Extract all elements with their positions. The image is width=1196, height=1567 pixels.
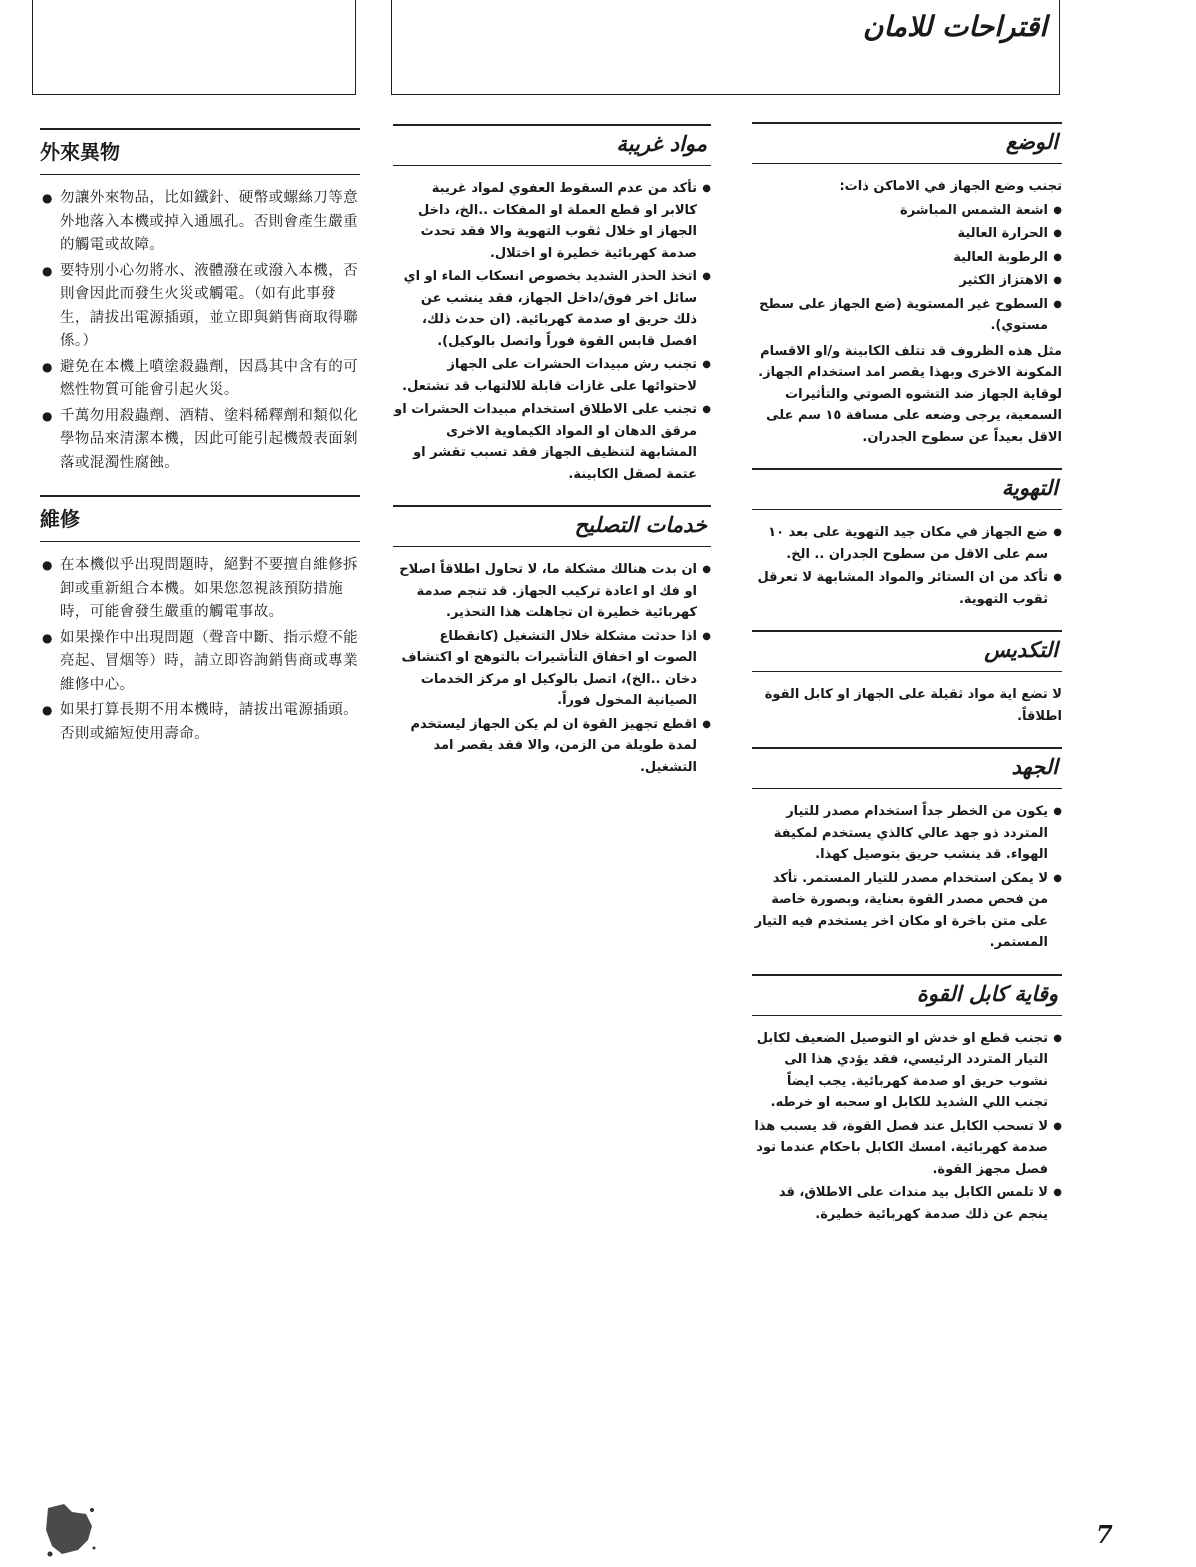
voltage-section: [752, 747, 1062, 954]
cable-heading: وقاية كابل القوة: [916, 981, 1058, 1006]
placement-heading: الوضع: [1005, 130, 1058, 154]
zh-foreign-heading: 外來異物: [40, 140, 120, 164]
header-blank-box: [32, 0, 356, 95]
list-item: ● لا تلمس الكابل بيد مندات على الاطلاق، قد ينجم عن ذلك صدمة كهربائية خطيرة.: [752, 1182, 1062, 1225]
list-item: ● لا يمكن استخدام مصدر للتيار المستمر. تأكد من فحص مصدر القوة بعناية، وبصورة خاصة على متن باخرة او مكان اخر يستخدم فيه التيار المستمر.: [752, 868, 1062, 954]
ventilation-list: [752, 522, 1062, 610]
cable-heading-bar: [752, 974, 1062, 1016]
zh-foreign-heading-bar: [40, 128, 360, 175]
list-item: ● يكون من الخطر جداً استخدام مصدر للتيار المتردد ذو جهد عالي كالذي يستخدم لمكيفة الهواء. قد ينشب حريق بتوصيل كهذا.: [752, 801, 1062, 866]
ar-foreign-section: [393, 124, 711, 485]
list-item: ● 避免在本機上噴塗殺蟲劑，因爲其中含有的可燃性物質可能會引起火災。: [40, 356, 360, 403]
list-item: ● تجنب قطع او خدش او التوصيل الضعيف لكابل التيار المتردد الرئيسي، فقد يؤدي هذا الى نشوب حريق او صدمة كهربائية. يجب ايضاً تجنب اللي الشديد للكابل او سحبه او خرطه.: [752, 1028, 1062, 1114]
ar-repair-list: [393, 559, 711, 778]
ar-repair-heading-bar: [393, 505, 711, 547]
list-item: ● 勿讓外來物品，比如鐵針、硬幣或螺絲刀等意外地落入本機或掉入通風孔。否則會產生嚴重的觸電或故障。: [40, 187, 360, 258]
placement-list: [752, 200, 1062, 337]
ar-foreign-heading-bar: [393, 124, 711, 166]
zh-repair-list: [40, 554, 360, 746]
placement-section: [752, 122, 1062, 448]
placement-intro: تجنب وضع الجهاز في الاماكن ذات:: [839, 179, 1062, 194]
cable-section: [752, 974, 1062, 1226]
list-item: ● اذا حدثت مشكلة خلال التشغيل (كانقطاع الصوت او اخفاق التأشيرات بالتوهج او اكتشاف دخان ..الخ)، اتصل بالوكيل او مركز الخدمات الصيانية المخول فوراً.: [393, 626, 711, 712]
list-item: ● 要特別小心勿將水、液體潑在或潑入本機，否則會因此而發生火災或觸電。（如有此事發生，請拔出電源插頭，並立即與銷售商取得聯係。）: [40, 260, 360, 354]
page-number: 7: [1096, 1520, 1113, 1549]
ventilation-section: [752, 468, 1062, 610]
list-item: ● ضع الجهاز في مكان جيد التهوية على بعد ١٠ سم على الاقل من سطوح الجدران .. الخ.: [752, 522, 1062, 565]
list-item: ● 在本機似乎出現問題時，絕對不要擅自維修拆卸或重新組合本機。如果您忽視該預防措施時，可能會發生嚴重的觸電事故。: [40, 554, 360, 625]
list-item: ● تجنب رش مبيدات الحشرات على الجهاز لاحتوائها على غازات قابلة للالتهاب قد تشتعل.: [393, 354, 711, 397]
list-item: ● 如果操作中出現問題（聲音中斷、指示燈不能亮起、冒烟等）時，請立即咨詢銷售商或專業維修中心。: [40, 627, 360, 698]
list-item: ● السطوح غير المستوية (ضع الجهاز على سطح مستوي).: [752, 294, 1062, 337]
list-item: ● الحرارة العالية: [752, 223, 1062, 245]
list-item: ● الرطوبة العالية: [752, 247, 1062, 269]
stacking-heading: التكديس: [984, 638, 1058, 662]
list-item: ● تأكد من عدم السقوط العفوي لمواد غريبة كالابر او قطع العملة او المفكات ..الخ، داخل الجهاز او خلال ثقوب التهوية والا فقد تحدث صدمة كهربائية خطيرة او اختلال.: [393, 178, 711, 264]
placement-heading-bar: [752, 122, 1062, 164]
stacking-text: لا تضع اية مواد ثقيلة على الجهاز او كابل القوة اطلاقاً.: [764, 687, 1062, 724]
ar-foreign-list: [393, 178, 711, 485]
list-item: ● تجنب على الاطلاق استخدام مبيدات الحشرات او مرقق الدهان او المواد الكيماوية الاخرى المشابهة لتنظيف الجهاز فقد تسبب تقشر او عتمة لصقل الكابينة.: [393, 399, 711, 485]
chinese-column: [40, 128, 360, 766]
voltage-heading-bar: [752, 747, 1062, 789]
list-item: ● اتخذ الحذر الشديد بخصوص انسكاب الماء او اي سائل اخر فوق/داخل الجهاز، فقد ينشب عن ذلك حريق او صدمة كهربائية. (ان حدث ذلك، افصل قابس القوة فوراً واتصل بالوكيل).: [393, 266, 711, 352]
scan-speck-decoration: [42, 1500, 98, 1560]
ar-repair-section: [393, 505, 711, 778]
cable-list: [752, 1028, 1062, 1226]
title-box: [391, 0, 1060, 95]
list-item: ● تأكد من ان الستائر والمواد المشابهة لا تعرقل ثقوب التهوية.: [752, 567, 1062, 610]
ar-repair-heading: خدمات التصليح: [574, 513, 707, 537]
zh-foreign-section: [40, 128, 360, 475]
ventilation-heading: التهوية: [1001, 476, 1058, 500]
list-item: ● 如果打算長期不用本機時，請拔出電源插頭。否則或縮短使用壽命。: [40, 699, 360, 746]
ar-foreign-heading: مواد غريبة: [616, 132, 707, 156]
ventilation-heading-bar: [752, 468, 1062, 510]
zh-repair-heading: 維修: [40, 507, 80, 531]
page-title: اقتراحات للامان: [862, 10, 1047, 43]
arabic-middle-column: [393, 124, 711, 798]
voltage-heading: الجهد: [1011, 755, 1058, 779]
list-item: ● الاهتزاز الكثير: [752, 270, 1062, 292]
zh-foreign-list: [40, 187, 360, 475]
list-item: ● لا تسحب الكابل عند فصل القوة، قد يسبب هذا صدمة كهربائية. امسك الكابل باحكام عندما تود فصل مجهز القوة.: [752, 1116, 1062, 1181]
stacking-heading-bar: [752, 630, 1062, 672]
stacking-section: [752, 630, 1062, 727]
arabic-right-column: [752, 122, 1062, 1245]
list-item: ● اقطع تجهيز القوة ان لم يكن الجهاز ليستخدم لمدة طويلة من الزمن، والا فقد يقصر امد التشغيل.: [393, 714, 711, 779]
voltage-list: [752, 801, 1062, 954]
placement-note: مثل هذه الظروف قد تتلف الكابينة و/او الاقسام المكونة الاخرى وبهذا يقصر امد استخدام الجهاز. لوقاية الجهاز ضد التشوه الصوتي والتأثيرات السمعية، يرجى وضعه على مسافة ١٥ سم على الاقل بعيداً عن سطوح الجدران.: [758, 343, 1062, 445]
list-item: ● 千萬勿用殺蟲劑、酒精、塗料稀釋劑和類似化學物品來清潔本機，因此可能引起機殼表面剝落或混濁性腐蝕。: [40, 405, 360, 476]
list-item: ● اشعة الشمس المباشرة: [752, 200, 1062, 222]
zh-repair-section: [40, 495, 360, 746]
zh-repair-heading-bar: [40, 495, 360, 542]
list-item: ● ان بدت هنالك مشكلة ما، لا تحاول اطلاقاً اصلاح او فك او اعادة تركيب الجهاز. قد تنجم صدمة كهربائية خطيرة ان تجاهلت هذا التحذير.: [393, 559, 711, 624]
